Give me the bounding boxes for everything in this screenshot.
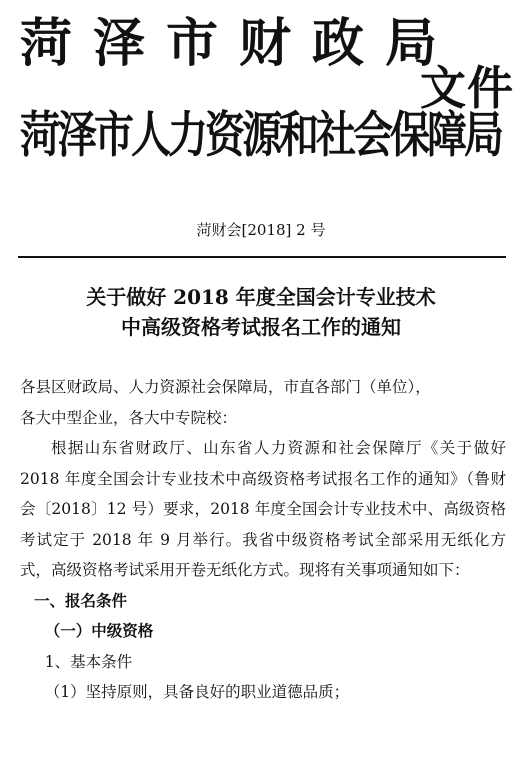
title-line-2: 中高级资格考试报名工作的通知 (121, 315, 401, 339)
list-item-basic-conditions: 1、基本条件 (44, 652, 133, 671)
document-word: 文件 (420, 61, 514, 115)
issuer-line-finance-bureau: 菏泽市财政局 (20, 14, 459, 74)
notice-body (20, 372, 506, 708)
document-header (0, 0, 522, 200)
notice-title (0, 282, 522, 342)
issuer-line-hr-bureau: 菏泽市人力资源和社会保障局 (20, 107, 501, 164)
intro-paragraph: 根据山东省财政厅、山东省人力资源和社会保障厅《关于做好 2018 年度全国会计专业技术中高级资格考试报名工作的通知》（鲁财会〔2018〕12 号）要求，2018 年度全国会计专业技术中、高级资格考试定于 2018 年 9 月举行。我省中级资格考试全部采用无纸化方式，高级资格考试采用开卷无纸化方式。现将有关事项通知如下： (20, 439, 506, 579)
recipients-line-2: 各大中型企业，各大中专院校： (20, 408, 238, 427)
section-heading: 一、报名条件 (33, 591, 127, 610)
title-line-1: 关于做好 2018 年度全国会计专业技术 (86, 285, 436, 309)
document-number: 菏财会[2018] 2 号 (196, 221, 326, 239)
header-divider (18, 256, 506, 258)
list-item-condition-1: （1）坚持原则，具备良好的职业道德品质； (44, 683, 350, 701)
recipients-line-1: 各县区财政局、人力资源社会保障局，市直各部门（单位）， (20, 378, 431, 396)
subsection-heading: （一）中级资格 (44, 621, 154, 640)
